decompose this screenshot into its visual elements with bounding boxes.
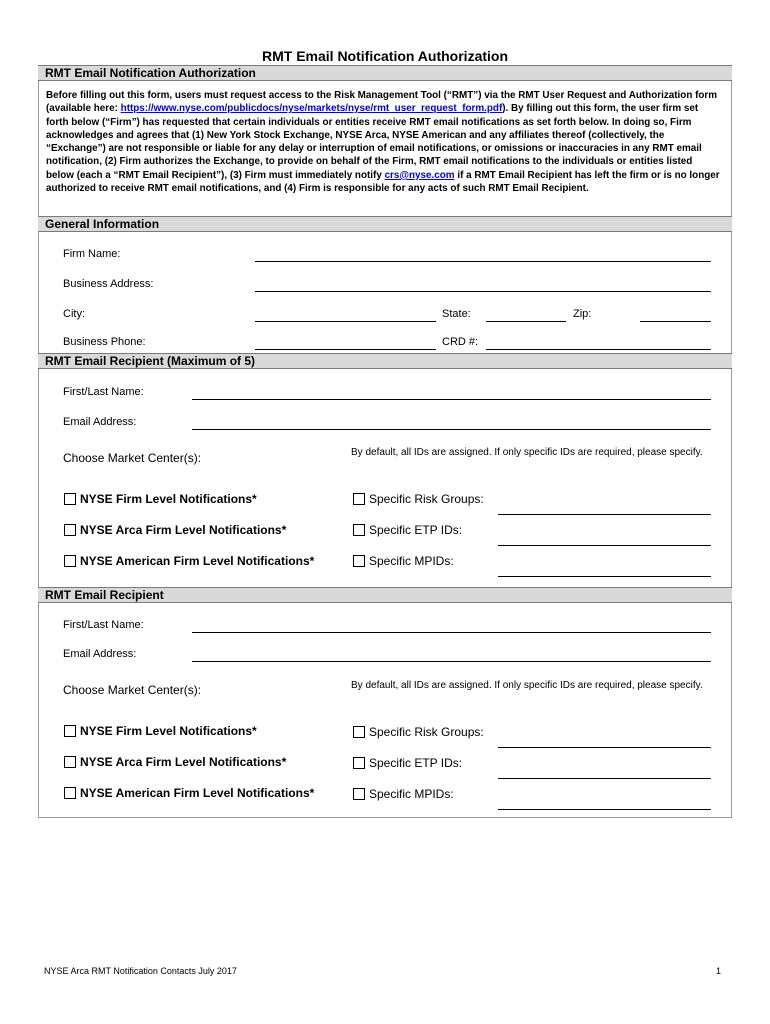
recipient-1-choose-label: Choose Market Center(s): — [63, 451, 202, 465]
firm-name-label: Firm Name: — [63, 248, 121, 260]
checkbox[interactable] — [353, 493, 365, 505]
city-field[interactable] — [255, 321, 436, 322]
recipient-1-nyse-option[interactable] — [64, 492, 257, 506]
recipient-1-name-field[interactable] — [192, 399, 711, 400]
recipient-2-arca-option[interactable] — [64, 755, 286, 769]
page-number: 1 — [716, 966, 722, 976]
crs-email-link[interactable]: crs@nyse.com — [384, 169, 455, 181]
checkbox[interactable] — [353, 555, 365, 567]
business-phone-field[interactable] — [255, 349, 436, 350]
checkbox[interactable] — [353, 788, 365, 800]
checkbox[interactable] — [64, 787, 76, 799]
recipient-1-arca-option[interactable] — [64, 523, 286, 537]
recipient-2-mpids-field[interactable] — [498, 809, 711, 810]
business-address-field[interactable] — [255, 291, 711, 292]
option-label: NYSE American Firm Level Notifications* — [80, 786, 315, 800]
business-address-label: Business Address: — [63, 278, 154, 290]
recipient-2-email-label: Email Address: — [63, 648, 137, 660]
recipient-1-email-label: Email Address: — [63, 416, 137, 428]
recipient-1-risk-groups-field[interactable] — [498, 514, 711, 515]
recipient-2-etp-ids-field[interactable] — [498, 778, 711, 779]
recipient-1-etp-ids-option[interactable] — [353, 523, 462, 537]
state-field[interactable] — [486, 321, 566, 322]
recipient-2-risk-groups-option[interactable] — [353, 725, 484, 739]
checkbox[interactable] — [353, 524, 365, 536]
recipient-2-etp-ids-option[interactable] — [353, 756, 462, 770]
checkbox[interactable] — [64, 756, 76, 768]
option-label: NYSE American Firm Level Notifications* — [80, 554, 315, 568]
option-label: Specific MPIDs: — [369, 554, 454, 568]
authorization-text — [46, 89, 722, 195]
business-phone-label: Business Phone: — [63, 336, 146, 348]
city-label: City: — [63, 308, 85, 320]
zip-label: Zip: — [573, 308, 592, 320]
recipient-2-nyse-option[interactable] — [64, 724, 257, 738]
zip-field[interactable] — [640, 321, 711, 322]
firm-name-field[interactable] — [255, 261, 711, 262]
footer-text: NYSE Arca RMT Notification Contacts July 2017 — [44, 966, 237, 976]
recipient-1-mpids-field[interactable] — [498, 576, 711, 577]
authorization-text-part1: Before filling out this form, users must request access to the Risk Management Tool (“RMT”) via the RMT User Request and Authorization form (available here: — [46, 90, 718, 115]
recipient-1-american-option[interactable] — [64, 554, 314, 568]
option-label: NYSE Firm Level Notifications* — [80, 724, 257, 738]
request-form-link[interactable]: https://www.nyse.com/publicdocs/nyse/markets/nyse/rmt_user_request_form.pdf — [120, 103, 503, 115]
crd-field[interactable] — [486, 349, 711, 350]
option-label: Specific MPIDs: — [369, 787, 454, 801]
recipient-1-default-note: By default, all IDs are assigned. If only specific IDs are required, please specify. — [351, 447, 703, 458]
option-label: Specific Risk Groups: — [369, 725, 484, 739]
checkbox[interactable] — [64, 493, 76, 505]
checkbox[interactable] — [64, 725, 76, 737]
state-label: State: — [442, 308, 471, 320]
recipient-2-name-field[interactable] — [192, 632, 711, 633]
option-label: Specific ETP IDs: — [369, 756, 463, 770]
recipient-2-name-label: First/Last Name: — [63, 619, 144, 631]
recipient-1-etp-ids-field[interactable] — [498, 545, 711, 546]
recipient-1-risk-groups-option[interactable] — [353, 492, 484, 506]
checkbox[interactable] — [64, 555, 76, 567]
section-heading-authorization: RMT Email Notification Authorization — [38, 65, 732, 81]
document-title: RMT Email Notification Authorization — [261, 48, 509, 64]
recipient-1-email-field[interactable] — [192, 429, 711, 430]
option-label: NYSE Firm Level Notifications* — [80, 492, 257, 506]
recipient-2-mpids-option[interactable] — [353, 787, 454, 801]
recipient-2-default-note: By default, all IDs are assigned. If only specific IDs are required, please specify. — [351, 680, 703, 691]
section-heading-recipient-1: RMT Email Recipient (Maximum of 5) — [38, 353, 732, 369]
checkbox[interactable] — [64, 524, 76, 536]
crd-label: CRD #: — [442, 336, 479, 348]
option-label: Specific ETP IDs: — [369, 523, 463, 537]
section-heading-general: General Information — [38, 216, 732, 232]
section-heading-recipient-2: RMT Email Recipient — [38, 587, 732, 603]
option-label: Specific Risk Groups: — [369, 492, 484, 506]
recipient-2-choose-label: Choose Market Center(s): — [63, 683, 202, 697]
recipient-1-mpids-option[interactable] — [353, 554, 454, 568]
checkbox[interactable] — [353, 757, 365, 769]
recipient-2-email-field[interactable] — [192, 661, 711, 662]
option-label: NYSE Arca Firm Level Notifications* — [80, 523, 287, 537]
checkbox[interactable] — [353, 726, 365, 738]
recipient-1-name-label: First/Last Name: — [63, 386, 144, 398]
recipient-2-risk-groups-field[interactable] — [498, 747, 711, 748]
authorization-text-part3: if a RMT Email Recipient has left the firm or is no longer authorized to receive RMT email notifications, and (4) Firm is responsible for any acts of such RMT Email Recipient. — [46, 169, 720, 195]
recipient-2-american-option[interactable] — [64, 786, 314, 800]
option-label: NYSE Arca Firm Level Notifications* — [80, 755, 287, 769]
authorization-text-part2: ). By filling out this form, the user firm set forth below (“Firm”) has requested that certain individuals or entities receive RMT email notifications as set forth below. In doing so, Firm acknowledges and agrees that (1) New York Stock Exchange, NYSE Arca, NYSE American and any affiliates thereof (collectively, the “Exchange”) are not responsible or liable for any delay or interruption of email notifications, or omissions or inaccuracies in any RMT email notification, (2) Firm authorizes the Exchange, to provide on behalf of the Firm, RMT email notifications to the individuals or entities listed below (each a “RMT Email Recipient”), (3) Firm must immediately notify — [46, 103, 702, 181]
